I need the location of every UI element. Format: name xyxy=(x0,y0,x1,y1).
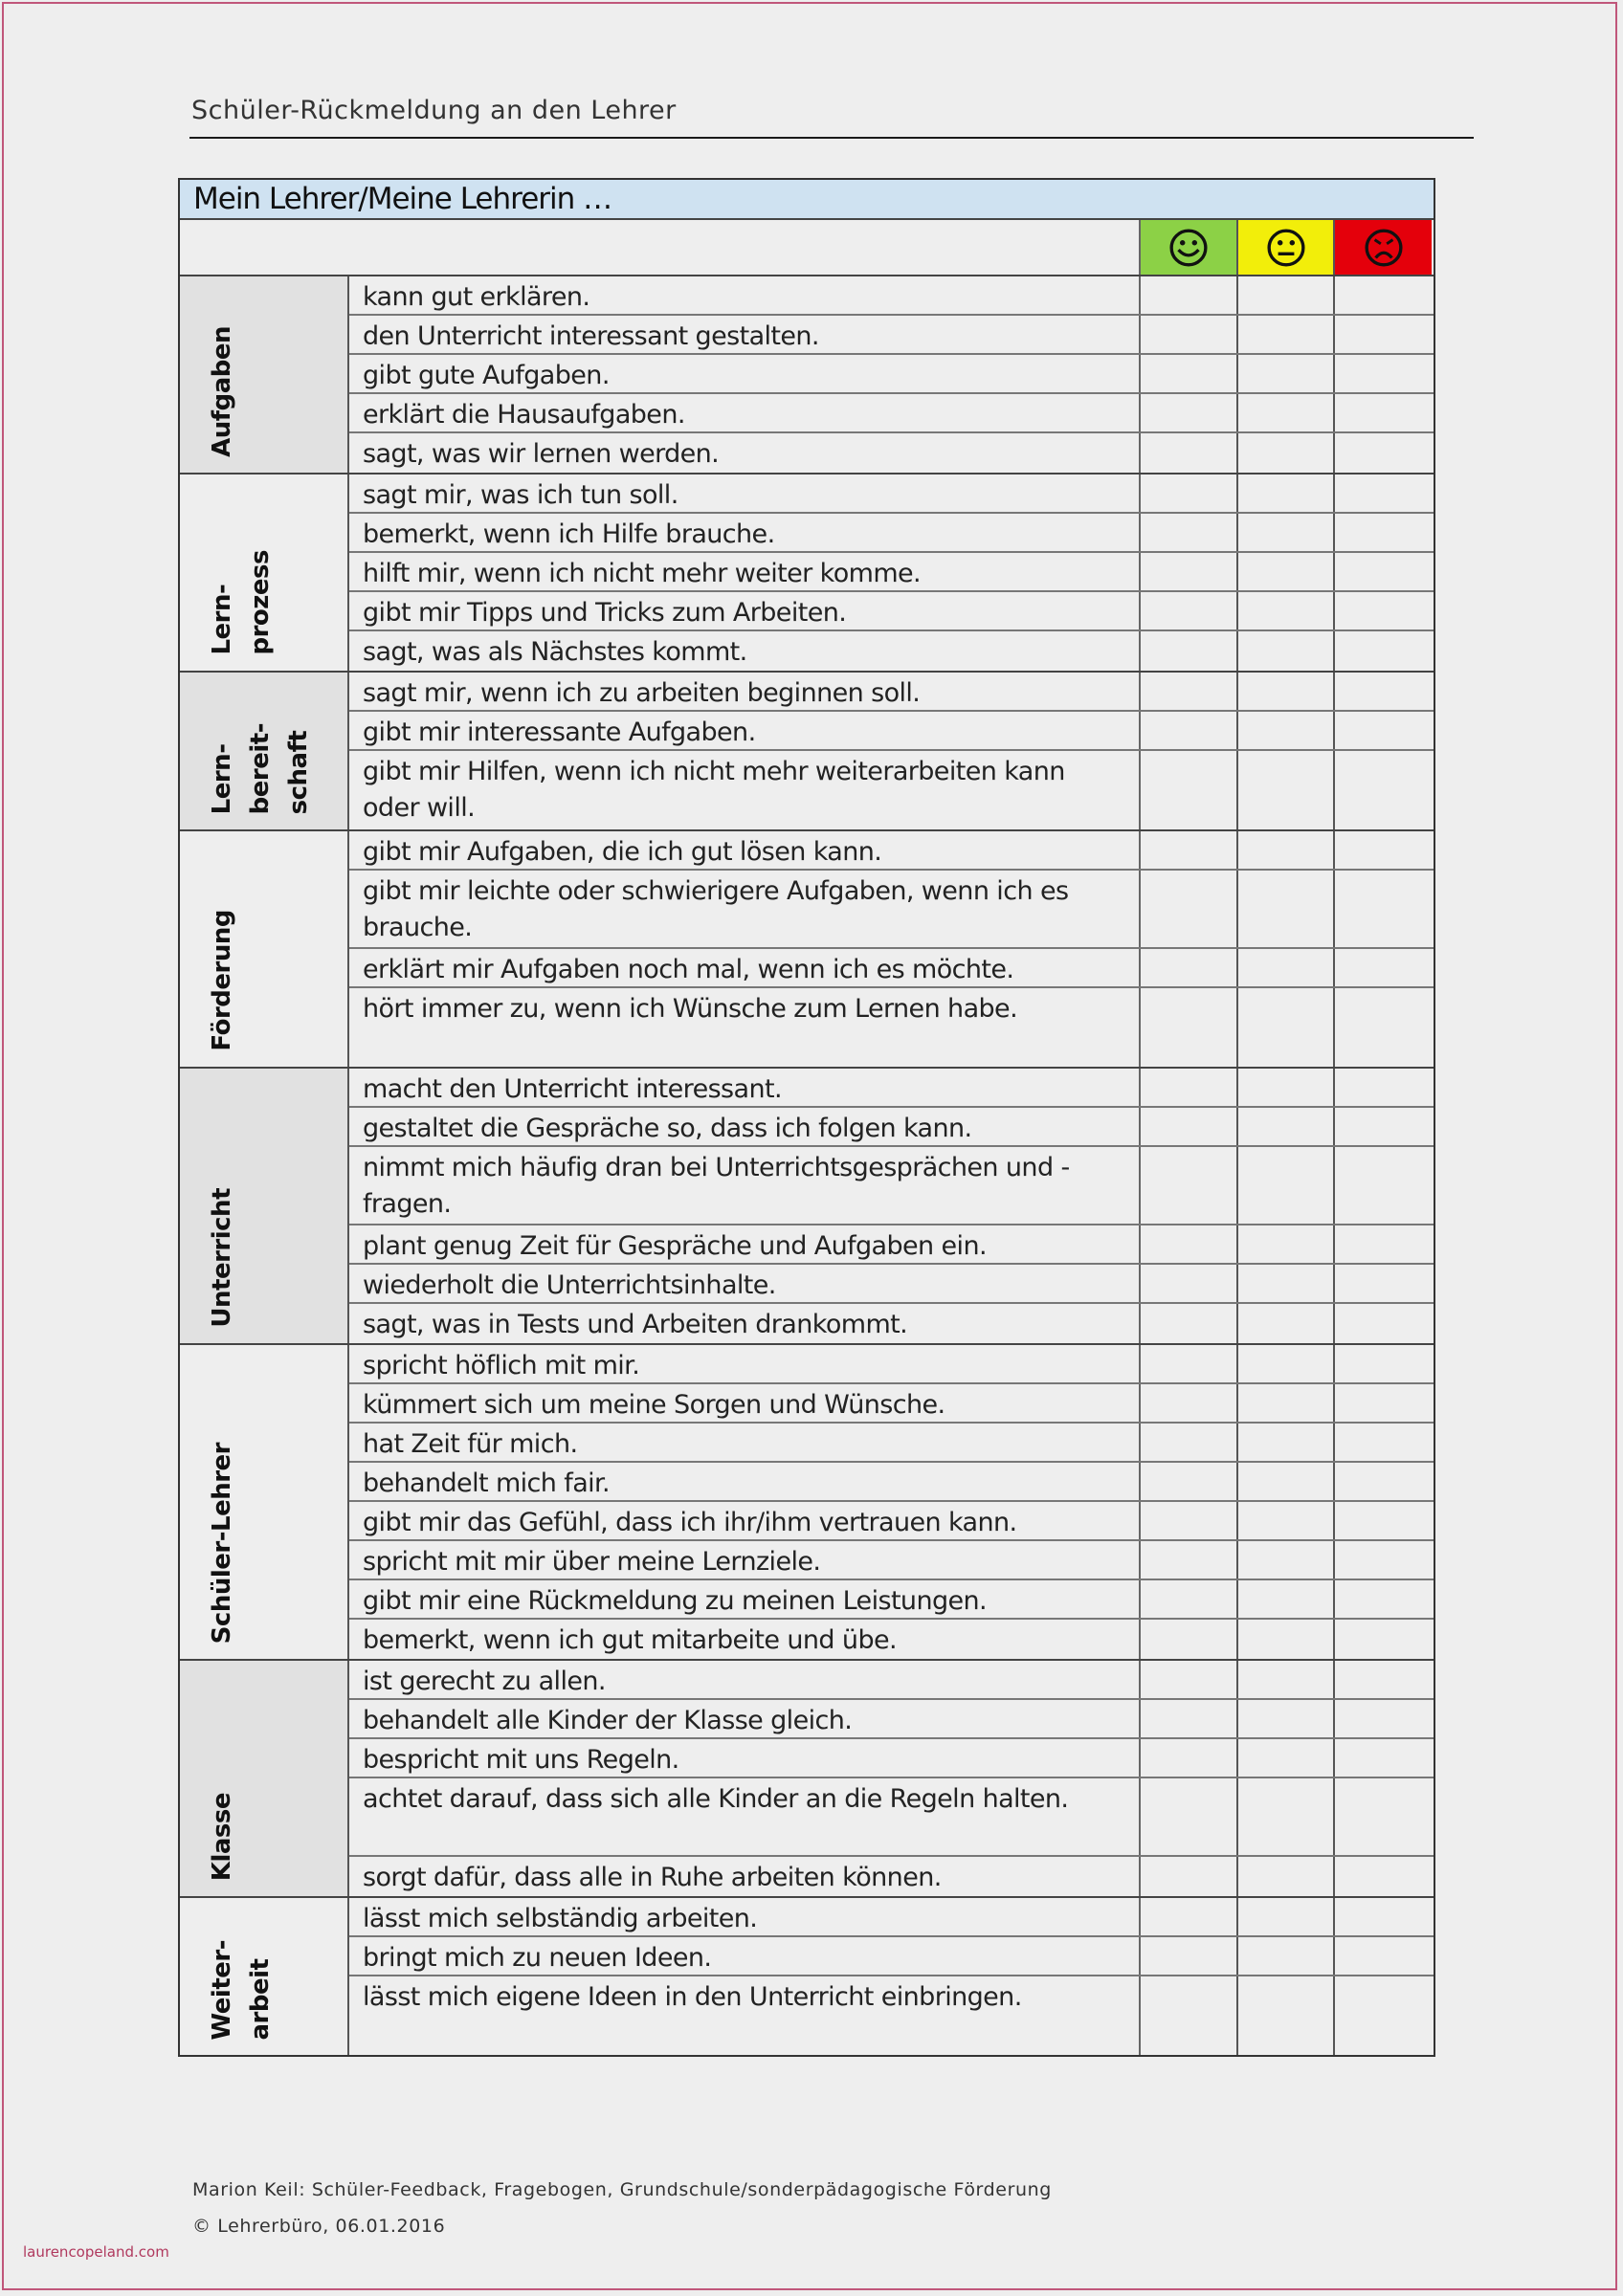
rating-cell-neutral[interactable] xyxy=(1238,631,1335,671)
table-row xyxy=(349,831,1434,871)
rating-cell-bad[interactable] xyxy=(1335,433,1432,473)
category-label: Weiter- arbeit xyxy=(208,1939,275,2040)
category-cell xyxy=(180,475,349,671)
table-row xyxy=(349,1700,1434,1739)
table-row xyxy=(349,394,1434,433)
rating-cell-neutral[interactable] xyxy=(1238,1580,1335,1618)
rating-cell-bad[interactable] xyxy=(1335,276,1432,314)
rating-cell-neutral[interactable] xyxy=(1238,673,1335,710)
statement-rows xyxy=(349,1661,1434,1896)
footer-copyright: © Lehrerbüro, 06.01.2016 xyxy=(192,2216,446,2237)
rating-cell-bad[interactable] xyxy=(1335,475,1432,512)
category-cell xyxy=(180,276,349,473)
rating-cell-bad[interactable] xyxy=(1335,394,1432,431)
category-label-wrap xyxy=(180,1940,349,2040)
table-row xyxy=(349,1108,1434,1147)
statement-text: gibt mir Hilfen, wenn ich nicht mehr weiterarbeiten kann oder will. xyxy=(349,751,1141,829)
rating-cell-bad[interactable] xyxy=(1335,1620,1432,1659)
table-row xyxy=(349,355,1434,394)
table-row xyxy=(349,1147,1434,1225)
statement-rows xyxy=(349,475,1434,671)
statement-text: spricht höflich mit mir. xyxy=(349,1345,1141,1382)
table-row xyxy=(349,712,1434,751)
table-row xyxy=(349,553,1434,592)
rating-cell-good[interactable] xyxy=(1141,1976,1238,2055)
rating-cell-neutral[interactable] xyxy=(1238,1304,1335,1343)
rating-cell-bad[interactable] xyxy=(1335,1463,1432,1500)
rating-cell-bad[interactable] xyxy=(1335,1345,1432,1382)
rating-cell-neutral[interactable] xyxy=(1238,1108,1335,1145)
statement-text: bemerkt, wenn ich Hilfe brauche. xyxy=(349,514,1141,551)
statement-text: sagt, was in Tests und Arbeiten drankommt. xyxy=(349,1304,1141,1343)
category-label: Aufgaben xyxy=(208,326,236,457)
table-row xyxy=(349,316,1434,355)
table-row xyxy=(349,1976,1434,2055)
rating-cell-bad[interactable] xyxy=(1335,1384,1432,1422)
rating-header-row xyxy=(180,220,1434,276)
statement-text: spricht mit mir über meine Lernziele. xyxy=(349,1541,1141,1578)
header-spacer xyxy=(180,220,1141,275)
rating-cell-bad[interactable] xyxy=(1335,1898,1432,1935)
table-row xyxy=(349,514,1434,553)
rating-cell-neutral[interactable] xyxy=(1238,1345,1335,1382)
rating-cell-neutral[interactable] xyxy=(1238,316,1335,353)
rating-cell-good[interactable] xyxy=(1141,712,1238,749)
category-label: Lern- bereit- schaft xyxy=(208,722,313,814)
rating-cell-neutral[interactable] xyxy=(1238,1463,1335,1500)
category-label-wrap xyxy=(180,1188,349,1328)
rating-cell-bad[interactable] xyxy=(1335,1502,1432,1539)
category-label: Schüler-Lehrer xyxy=(208,1442,236,1644)
table-row xyxy=(349,1502,1434,1541)
rating-cell-good[interactable] xyxy=(1141,433,1238,473)
rating-cell-good[interactable] xyxy=(1141,831,1238,869)
category-cell xyxy=(180,1069,349,1343)
rating-cell-good[interactable] xyxy=(1141,1265,1238,1302)
rating-cell-bad[interactable] xyxy=(1335,1778,1432,1855)
rating-cell-bad[interactable] xyxy=(1335,949,1432,986)
statement-text: sagt, was wir lernen werden. xyxy=(349,433,1141,473)
statement-rows xyxy=(349,276,1434,473)
rating-cell-neutral[interactable] xyxy=(1238,988,1335,1067)
statement-text: bringt mich zu neuen Ideen. xyxy=(349,1937,1141,1975)
rating-cell-good[interactable] xyxy=(1141,1700,1238,1737)
statement-text: hat Zeit für mich. xyxy=(349,1424,1141,1461)
smiley-happy-icon xyxy=(1168,228,1209,268)
table-row xyxy=(349,1541,1434,1580)
rating-cell-good[interactable] xyxy=(1141,751,1238,829)
rating-cell-good[interactable] xyxy=(1141,1384,1238,1422)
table-row xyxy=(349,949,1434,988)
category-group xyxy=(180,1898,1434,2055)
category-cell xyxy=(180,673,349,829)
rating-cell-neutral[interactable] xyxy=(1238,1265,1335,1302)
statement-text: gibt mir Tipps und Tricks zum Arbeiten. xyxy=(349,592,1141,629)
statement-rows xyxy=(349,831,1434,1067)
statement-text: hilft mir, wenn ich nicht mehr weiter komme. xyxy=(349,553,1141,590)
statement-text: plant genug Zeit für Gespräche und Aufgaben ein. xyxy=(349,1225,1141,1263)
rating-cell-good[interactable] xyxy=(1141,475,1238,512)
rating-cell-good[interactable] xyxy=(1141,1541,1238,1578)
rating-cell-neutral[interactable] xyxy=(1238,276,1335,314)
rating-cell-good[interactable] xyxy=(1141,1424,1238,1461)
rating-cell-neutral[interactable] xyxy=(1238,592,1335,629)
rating-cell-neutral[interactable] xyxy=(1238,1225,1335,1263)
rating-cell-good[interactable] xyxy=(1141,1937,1238,1975)
table-row xyxy=(349,475,1434,514)
rating-cell-good[interactable] xyxy=(1141,1857,1238,1896)
rating-cell-good[interactable] xyxy=(1141,553,1238,590)
rating-cell-bad[interactable] xyxy=(1335,1304,1432,1343)
rating-cell-good[interactable] xyxy=(1141,949,1238,986)
rating-cell-bad[interactable] xyxy=(1335,1739,1432,1777)
rating-cell-bad[interactable] xyxy=(1335,553,1432,590)
rating-cell-bad[interactable] xyxy=(1335,514,1432,551)
rating-cell-neutral[interactable] xyxy=(1238,514,1335,551)
rating-cell-good[interactable] xyxy=(1141,514,1238,551)
rating-cell-good[interactable] xyxy=(1141,1147,1238,1224)
category-group xyxy=(180,1661,1434,1898)
statement-rows xyxy=(349,1069,1434,1343)
rating-cell-bad[interactable] xyxy=(1335,673,1432,710)
table-row xyxy=(349,673,1434,712)
rating-cell-bad[interactable] xyxy=(1335,355,1432,392)
table-row xyxy=(349,276,1434,316)
rating-cell-bad[interactable] xyxy=(1335,751,1432,829)
rating-cell-bad[interactable] xyxy=(1335,1147,1432,1224)
rating-cell-bad[interactable] xyxy=(1335,1857,1432,1896)
category-label-wrap xyxy=(180,723,349,814)
table-row xyxy=(349,433,1434,473)
statement-text: behandelt mich fair. xyxy=(349,1463,1141,1500)
category-label: Förderung xyxy=(208,910,236,1051)
category-label-wrap xyxy=(180,1443,349,1644)
statement-text: den Unterricht interessant gestalten. xyxy=(349,316,1141,353)
category-label-wrap xyxy=(180,910,349,1051)
rating-cell-neutral[interactable] xyxy=(1238,1976,1335,2055)
rating-cell-neutral[interactable] xyxy=(1238,1541,1335,1578)
rating-cell-good[interactable] xyxy=(1141,592,1238,629)
table-row xyxy=(349,1580,1434,1620)
rating-cell-bad[interactable] xyxy=(1335,1225,1432,1263)
rating-cell-good[interactable] xyxy=(1141,276,1238,314)
rating-cell-bad[interactable] xyxy=(1335,316,1432,353)
category-group xyxy=(180,276,1434,475)
statement-text: nimmt mich häufig dran bei Unterrichtsgesprächen und -fragen. xyxy=(349,1147,1141,1224)
rating-cell-bad[interactable] xyxy=(1335,1661,1432,1698)
category-label-wrap xyxy=(180,326,349,457)
statement-text: lässt mich eigene Ideen in den Unterricht einbringen. xyxy=(349,1976,1141,2055)
rating-cell-good[interactable] xyxy=(1141,673,1238,710)
rating-cell-bad[interactable] xyxy=(1335,1424,1432,1461)
rating-cell-neutral[interactable] xyxy=(1238,831,1335,869)
category-group xyxy=(180,673,1434,831)
statement-rows xyxy=(349,673,1434,829)
statement-text: sagt mir, was ich tun soll. xyxy=(349,475,1141,512)
statement-text: bemerkt, wenn ich gut mitarbeite und übe. xyxy=(349,1620,1141,1659)
category-cell xyxy=(180,831,349,1067)
rating-cell-good[interactable] xyxy=(1141,1225,1238,1263)
rating-cell-bad[interactable] xyxy=(1335,988,1432,1067)
rating-cell-bad[interactable] xyxy=(1335,1265,1432,1302)
rating-cell-neutral[interactable] xyxy=(1238,1898,1335,1935)
rating-cell-neutral[interactable] xyxy=(1238,1700,1335,1737)
statement-text: erklärt die Hausaufgaben. xyxy=(349,394,1141,431)
table-row xyxy=(349,1304,1434,1343)
category-label: Klasse xyxy=(208,1792,236,1881)
category-cell xyxy=(180,1661,349,1896)
rating-cell-good[interactable] xyxy=(1141,1108,1238,1145)
rating-cell-neutral[interactable] xyxy=(1238,1739,1335,1777)
rating-cell-neutral[interactable] xyxy=(1238,1661,1335,1698)
table-row xyxy=(349,1778,1434,1857)
rating-cell-neutral[interactable] xyxy=(1238,394,1335,431)
table-row xyxy=(349,592,1434,631)
rating-cell-good[interactable] xyxy=(1141,631,1238,671)
document-title: Schüler-Rückmeldung an den Lehrer xyxy=(191,96,677,125)
statement-text: gibt gute Aufgaben. xyxy=(349,355,1141,392)
table-row xyxy=(349,1069,1434,1108)
rating-cell-good[interactable] xyxy=(1141,1898,1238,1935)
statement-text: ist gerecht zu allen. xyxy=(349,1661,1141,1698)
table-row xyxy=(349,1661,1434,1700)
category-group xyxy=(180,1345,1434,1661)
statement-text: lässt mich selbständig arbeiten. xyxy=(349,1898,1141,1935)
table-row xyxy=(349,1265,1434,1304)
rating-cell-good[interactable] xyxy=(1141,1502,1238,1539)
statement-rows xyxy=(349,1898,1434,2055)
rating-cell-neutral[interactable] xyxy=(1238,1147,1335,1224)
table-row xyxy=(349,988,1434,1067)
rating-cell-neutral[interactable] xyxy=(1238,1424,1335,1461)
rating-cell-bad[interactable] xyxy=(1335,1541,1432,1578)
rating-cell-good[interactable] xyxy=(1141,394,1238,431)
rating-cell-bad[interactable] xyxy=(1335,831,1432,869)
table-row xyxy=(349,1345,1434,1384)
statement-text: gestaltet die Gespräche so, dass ich folgen kann. xyxy=(349,1108,1141,1145)
smiley-neutral-icon xyxy=(1266,228,1306,268)
table-row xyxy=(349,1225,1434,1265)
table-row xyxy=(349,1898,1434,1937)
category-group xyxy=(180,831,1434,1069)
category-group xyxy=(180,475,1434,673)
statement-text: sagt mir, wenn ich zu arbeiten beginnen soll. xyxy=(349,673,1141,710)
footer-source: Marion Keil: Schüler-Feedback, Fragebogen, Grundschule/sonderpädagogische Förderung xyxy=(192,2179,1052,2200)
statement-text: gibt mir leichte oder schwierigere Aufgaben, wenn ich es brauche. xyxy=(349,871,1141,947)
rating-header-good xyxy=(1141,220,1238,275)
table-title: Mein Lehrer/Meine Lehrerin … xyxy=(180,180,1434,220)
rating-cell-neutral[interactable] xyxy=(1238,712,1335,749)
statement-text: wiederholt die Unterrichtsinhalte. xyxy=(349,1265,1141,1302)
rating-cell-good[interactable] xyxy=(1141,1580,1238,1618)
statement-text: gibt mir eine Rückmeldung zu meinen Leistungen. xyxy=(349,1580,1141,1618)
rating-cell-good[interactable] xyxy=(1141,1345,1238,1382)
rating-cell-neutral[interactable] xyxy=(1238,1384,1335,1422)
rating-cell-good[interactable] xyxy=(1141,1739,1238,1777)
statement-text: gibt mir interessante Aufgaben. xyxy=(349,712,1141,749)
statement-text: achtet darauf, dass sich alle Kinder an die Regeln halten. xyxy=(349,1778,1141,1855)
rating-cell-neutral[interactable] xyxy=(1238,871,1335,947)
statement-text: macht den Unterricht interessant. xyxy=(349,1069,1141,1106)
table-row xyxy=(349,871,1434,949)
rating-cell-neutral[interactable] xyxy=(1238,433,1335,473)
category-label: Unterricht xyxy=(208,1188,236,1328)
rating-cell-good[interactable] xyxy=(1141,1069,1238,1106)
table-row xyxy=(349,631,1434,671)
table-row xyxy=(349,1384,1434,1424)
watermark: laurencopeland.com xyxy=(23,2243,169,2261)
rating-cell-neutral[interactable] xyxy=(1238,1857,1335,1896)
rating-cell-bad[interactable] xyxy=(1335,1937,1432,1975)
rating-cell-good[interactable] xyxy=(1141,1620,1238,1659)
category-group xyxy=(180,1069,1434,1345)
rating-cell-good[interactable] xyxy=(1141,1661,1238,1698)
rating-cell-neutral[interactable] xyxy=(1238,553,1335,590)
statement-text: kann gut erklären. xyxy=(349,276,1141,314)
category-cell xyxy=(180,1898,349,2055)
statement-text: kümmert sich um meine Sorgen und Wünsche. xyxy=(349,1384,1141,1422)
table-row xyxy=(349,1937,1434,1976)
category-cell xyxy=(180,1345,349,1659)
rating-cell-bad[interactable] xyxy=(1335,1580,1432,1618)
rating-cell-neutral[interactable] xyxy=(1238,751,1335,829)
table-row xyxy=(349,751,1434,829)
table-body xyxy=(180,276,1434,2055)
statement-text: bespricht mit uns Regeln. xyxy=(349,1739,1141,1777)
smiley-sad-icon xyxy=(1364,228,1404,268)
table-row xyxy=(349,1620,1434,1659)
table-row xyxy=(349,1424,1434,1463)
rating-cell-good[interactable] xyxy=(1141,871,1238,947)
rating-cell-bad[interactable] xyxy=(1335,712,1432,749)
statement-text: hört immer zu, wenn ich Wünsche zum Lernen habe. xyxy=(349,988,1141,1067)
title-underline xyxy=(189,137,1474,139)
rating-cell-good[interactable] xyxy=(1141,355,1238,392)
rating-cell-good[interactable] xyxy=(1141,1304,1238,1343)
statement-rows xyxy=(349,1345,1434,1659)
rating-cell-good[interactable] xyxy=(1141,988,1238,1067)
rating-cell-neutral[interactable] xyxy=(1238,1937,1335,1975)
feedback-table xyxy=(178,178,1435,2057)
rating-header-bad xyxy=(1335,220,1432,275)
statement-text: sagt, was als Nächstes kommt. xyxy=(349,631,1141,671)
rating-cell-good[interactable] xyxy=(1141,316,1238,353)
rating-cell-neutral[interactable] xyxy=(1238,355,1335,392)
table-row xyxy=(349,1739,1434,1778)
statement-text: sorgt dafür, dass alle in Ruhe arbeiten können. xyxy=(349,1857,1141,1896)
table-row xyxy=(349,1857,1434,1896)
rating-cell-bad[interactable] xyxy=(1335,1108,1432,1145)
rating-cell-bad[interactable] xyxy=(1335,1069,1432,1106)
rating-cell-bad[interactable] xyxy=(1335,592,1432,629)
rating-cell-bad[interactable] xyxy=(1335,1700,1432,1737)
rating-cell-neutral[interactable] xyxy=(1238,1069,1335,1106)
category-label-wrap xyxy=(180,550,349,655)
rating-cell-bad[interactable] xyxy=(1335,631,1432,671)
category-label-wrap xyxy=(180,1793,349,1881)
rating-cell-neutral[interactable] xyxy=(1238,1620,1335,1659)
rating-cell-neutral[interactable] xyxy=(1238,1502,1335,1539)
category-label: Lern- prozess xyxy=(208,550,275,655)
statement-text: gibt mir Aufgaben, die ich gut lösen kann. xyxy=(349,831,1141,869)
rating-cell-neutral[interactable] xyxy=(1238,1778,1335,1855)
rating-cell-good[interactable] xyxy=(1141,1778,1238,1855)
rating-cell-neutral[interactable] xyxy=(1238,475,1335,512)
statement-text: behandelt alle Kinder der Klasse gleich. xyxy=(349,1700,1141,1737)
rating-cell-bad[interactable] xyxy=(1335,1976,1432,2055)
table-row xyxy=(349,1463,1434,1502)
statement-text: erklärt mir Aufgaben noch mal, wenn ich es möchte. xyxy=(349,949,1141,986)
rating-cell-bad[interactable] xyxy=(1335,871,1432,947)
statement-text: gibt mir das Gefühl, dass ich ihr/ihm vertrauen kann. xyxy=(349,1502,1141,1539)
rating-header-neutral xyxy=(1238,220,1335,275)
rating-cell-neutral[interactable] xyxy=(1238,949,1335,986)
rating-cell-good[interactable] xyxy=(1141,1463,1238,1500)
